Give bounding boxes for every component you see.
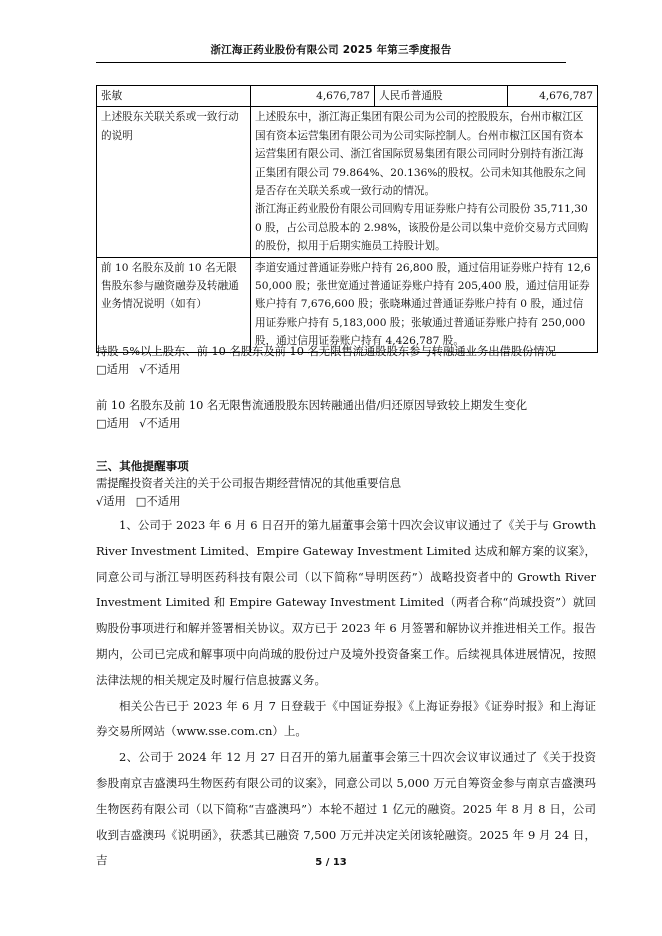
option-not-applicable: √不适用 <box>139 363 181 376</box>
holder-shares: 4,676,787 <box>251 86 375 107</box>
page-number: 5 / 13 <box>315 857 347 868</box>
paragraph: 1、公司于 2023 年 6 月 6 日召开的第九届董事会第十四次会议审议通过了《关于与 Growth River Investment Limited、Empire Gateway Investment Limited 达成和解方案的议案》，同意公司与浙江导明医药科技有限公司（以下简称“导明医药”）战略投资者中的 Growth River Investment Limited 和 Empire Gateway Investment Limited（两者合称“尚珹投资”）就回购股份事项进行和解并签署相关协议。双方已于 2023 年 6 月签署和解协议并推进相关工作。报告期内，公司已完成和解事项中向尚珹的股份过户及境外投资备案工作。后续视具体进展情况，按照法律法规的相关规定及时履行信息披露义务。 <box>96 518 596 687</box>
table-row <box>97 107 598 257</box>
buyback-account-text: 浙江海正药业股份有限公司回购专用证券账户持有公司股份 35,711,300 股，占公司总股本的 2.98%，该股份是公司以集中竞价交易方式回购的股份，拟用于后期实施员工持股计划。 <box>255 203 589 253</box>
checkbox-options <box>96 415 596 433</box>
checkbox-options <box>96 493 596 511</box>
main-content <box>96 343 596 874</box>
shareholder-table <box>96 85 598 353</box>
table-row <box>97 257 598 352</box>
option-applicable: √适用 <box>96 495 126 508</box>
option-applicable: □适用 <box>96 363 130 376</box>
holder-name: 张敏 <box>97 86 251 107</box>
table-row <box>97 86 598 107</box>
share-type: 人民币普通股 <box>375 86 508 107</box>
option-applicable: □适用 <box>96 417 130 430</box>
section-heading: 三、其他提醒事项 <box>96 459 189 473</box>
related-party-text: 上述股东中，浙江海正集团有限公司为公司的控股股东，台州市椒江区国有资本运营集团有限公司为公司实际控制人。台州市椒江区国有资本运营集团有限公司、浙江省国际贸易集团有限公司同时分别持有浙江海正集团有限公司 79.864%、20.136%的股权。公司未知其他股东之间是否存在关联关系或一致行动的情况。 <box>255 111 586 198</box>
row-label: 上述股东关联关系或一致行动的说明 <box>97 107 251 257</box>
related-party-description <box>251 107 598 257</box>
block-title: 持股 5%以上股东、前 10 名股东及前 10 名无限售流通股股东参与转融通业务出借股份情况 <box>96 345 557 358</box>
paragraph: 相关公告已于 2023 年 6 月 7 日登载于《中国证券报》《上海证券报》《证券时报》和上海证券交易所网站（www.sse.com.cn）上。 <box>96 698 596 739</box>
row-label: 前 10 名股东及前 10 名无限售股东参与融资融券及转融通业务情况说明（如有） <box>97 257 251 352</box>
block-title: 前 10 名股东及前 10 名无限售流通股股东因转融通出借/归还原因导致较上期发生变化 <box>96 399 528 412</box>
section-intro: 需提醒投资者关注的关于公司报告期经营情况的其他重要信息 <box>96 477 402 490</box>
share-type-count: 4,676,787 <box>508 86 598 107</box>
option-not-applicable: □不适用 <box>135 495 181 508</box>
paragraph: 2、公司于 2024 年 12 月 27 日召开的第九届董事会第三十四次会议审议通过了《关于投资参股南京吉盛澳玛生物医药有限公司的议案》，同意公司以 5,000 万元自筹资金参与南京吉盛澳玛生物医药有限公司（以下简称“吉盛澳玛”）本轮不超过 1 亿元的融资。2025 年 8 月 8 日，公司收到吉盛澳玛《说明函》，获悉其已融资 7,500 万元并决定关闭该轮融资。2025 年 9 月 24 日，吉 <box>96 750 596 868</box>
option-not-applicable: √不适用 <box>139 417 181 430</box>
margin-trading-description: 李道安通过普通证券账户持有 26,800 股，通过信用证券账户持有 12,650,000 股；张世宽通过普通证券账户持有 205,400 股，通过信用证券账户持有 7,676,600 股；张晓琳通过普通证券账户持有 0 股，通过信用证券账户持有 5,183,000 股；张敏通过普通证券账户持有 250,000 股，通过信用证券账户持有 4,426,787 股。 <box>251 257 598 352</box>
page-header: 浙江海正药业股份有限公司 2025 年第三季度报告 <box>96 42 566 63</box>
checkbox-options <box>96 361 596 379</box>
